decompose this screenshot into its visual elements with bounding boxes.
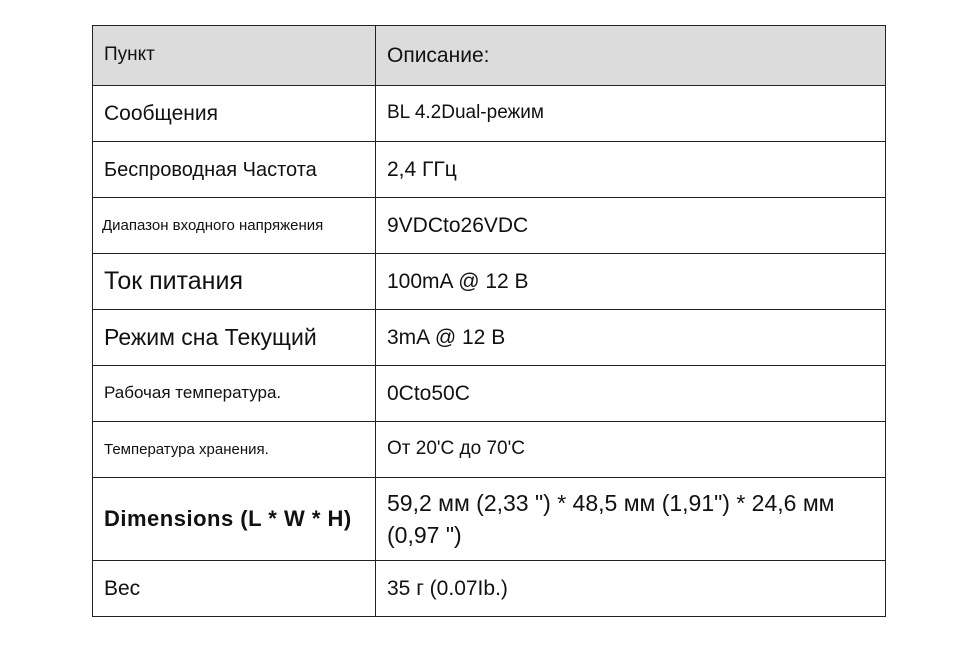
- description-cell: [376, 254, 886, 310]
- item-cell: [93, 422, 376, 478]
- description-cell: [376, 478, 886, 561]
- table-row: [93, 366, 886, 422]
- item-cell: [93, 478, 376, 561]
- item-cell: [93, 86, 376, 142]
- item-label: Беспроводная Частота: [104, 158, 317, 181]
- description-value: 2,4 ГГц: [387, 157, 457, 181]
- header-description-label: Описание:: [387, 43, 490, 67]
- item-label: Рабочая температура.: [104, 383, 282, 403]
- table-row: [93, 561, 886, 617]
- item-label: Dimensions (L * W * H): [104, 505, 352, 531]
- description-value: 35 г (0.07Ib.): [387, 576, 508, 600]
- description-value: 0Cto50C: [387, 381, 470, 405]
- description-cell: [376, 422, 886, 478]
- item-cell: [93, 254, 376, 310]
- item-label: Вес: [104, 576, 141, 600]
- header-cell-description: [376, 26, 886, 86]
- description-cell: [376, 142, 886, 198]
- description-cell: [376, 310, 886, 366]
- item-label: Режим сна Текущий: [104, 323, 317, 350]
- item-label: Диапазон входного напряжения: [102, 216, 324, 234]
- description-value: 3mA @ 12 В: [387, 325, 506, 349]
- item-cell: [93, 142, 376, 198]
- table-row: [93, 198, 886, 254]
- table-header-row: [93, 26, 886, 86]
- spec-table: [92, 25, 886, 617]
- description-cell: [376, 561, 886, 617]
- description-value: 9VDCto26VDC: [387, 213, 529, 237]
- table-row: [93, 142, 886, 198]
- item-cell: [93, 366, 376, 422]
- table-row: [93, 422, 886, 478]
- item-label: Температура хранения.: [104, 440, 269, 458]
- table-row: [93, 478, 886, 561]
- table-row: [93, 254, 886, 310]
- description-cell: [376, 366, 886, 422]
- item-label: Ток питания: [104, 267, 243, 296]
- table-row: [93, 310, 886, 366]
- description-cell: [376, 86, 886, 142]
- item-cell: [93, 198, 376, 254]
- item-label: Сообщения: [104, 101, 218, 125]
- header-item-label: Пункт: [104, 44, 155, 66]
- item-cell: [93, 310, 376, 366]
- item-cell: [93, 561, 376, 617]
- table-row: [93, 86, 886, 142]
- header-cell-item: [93, 26, 376, 86]
- description-value: От 20'C до 70'C: [387, 438, 525, 460]
- description-value: 59,2 мм (2,33 ") * 48,5 мм (1,91") * 24,6 мм (0,97 "): [387, 489, 835, 548]
- description-value: 100mA @ 12 В: [387, 269, 529, 293]
- description-cell: [376, 198, 886, 254]
- description-value: BL 4.2Dual-режим: [387, 102, 544, 124]
